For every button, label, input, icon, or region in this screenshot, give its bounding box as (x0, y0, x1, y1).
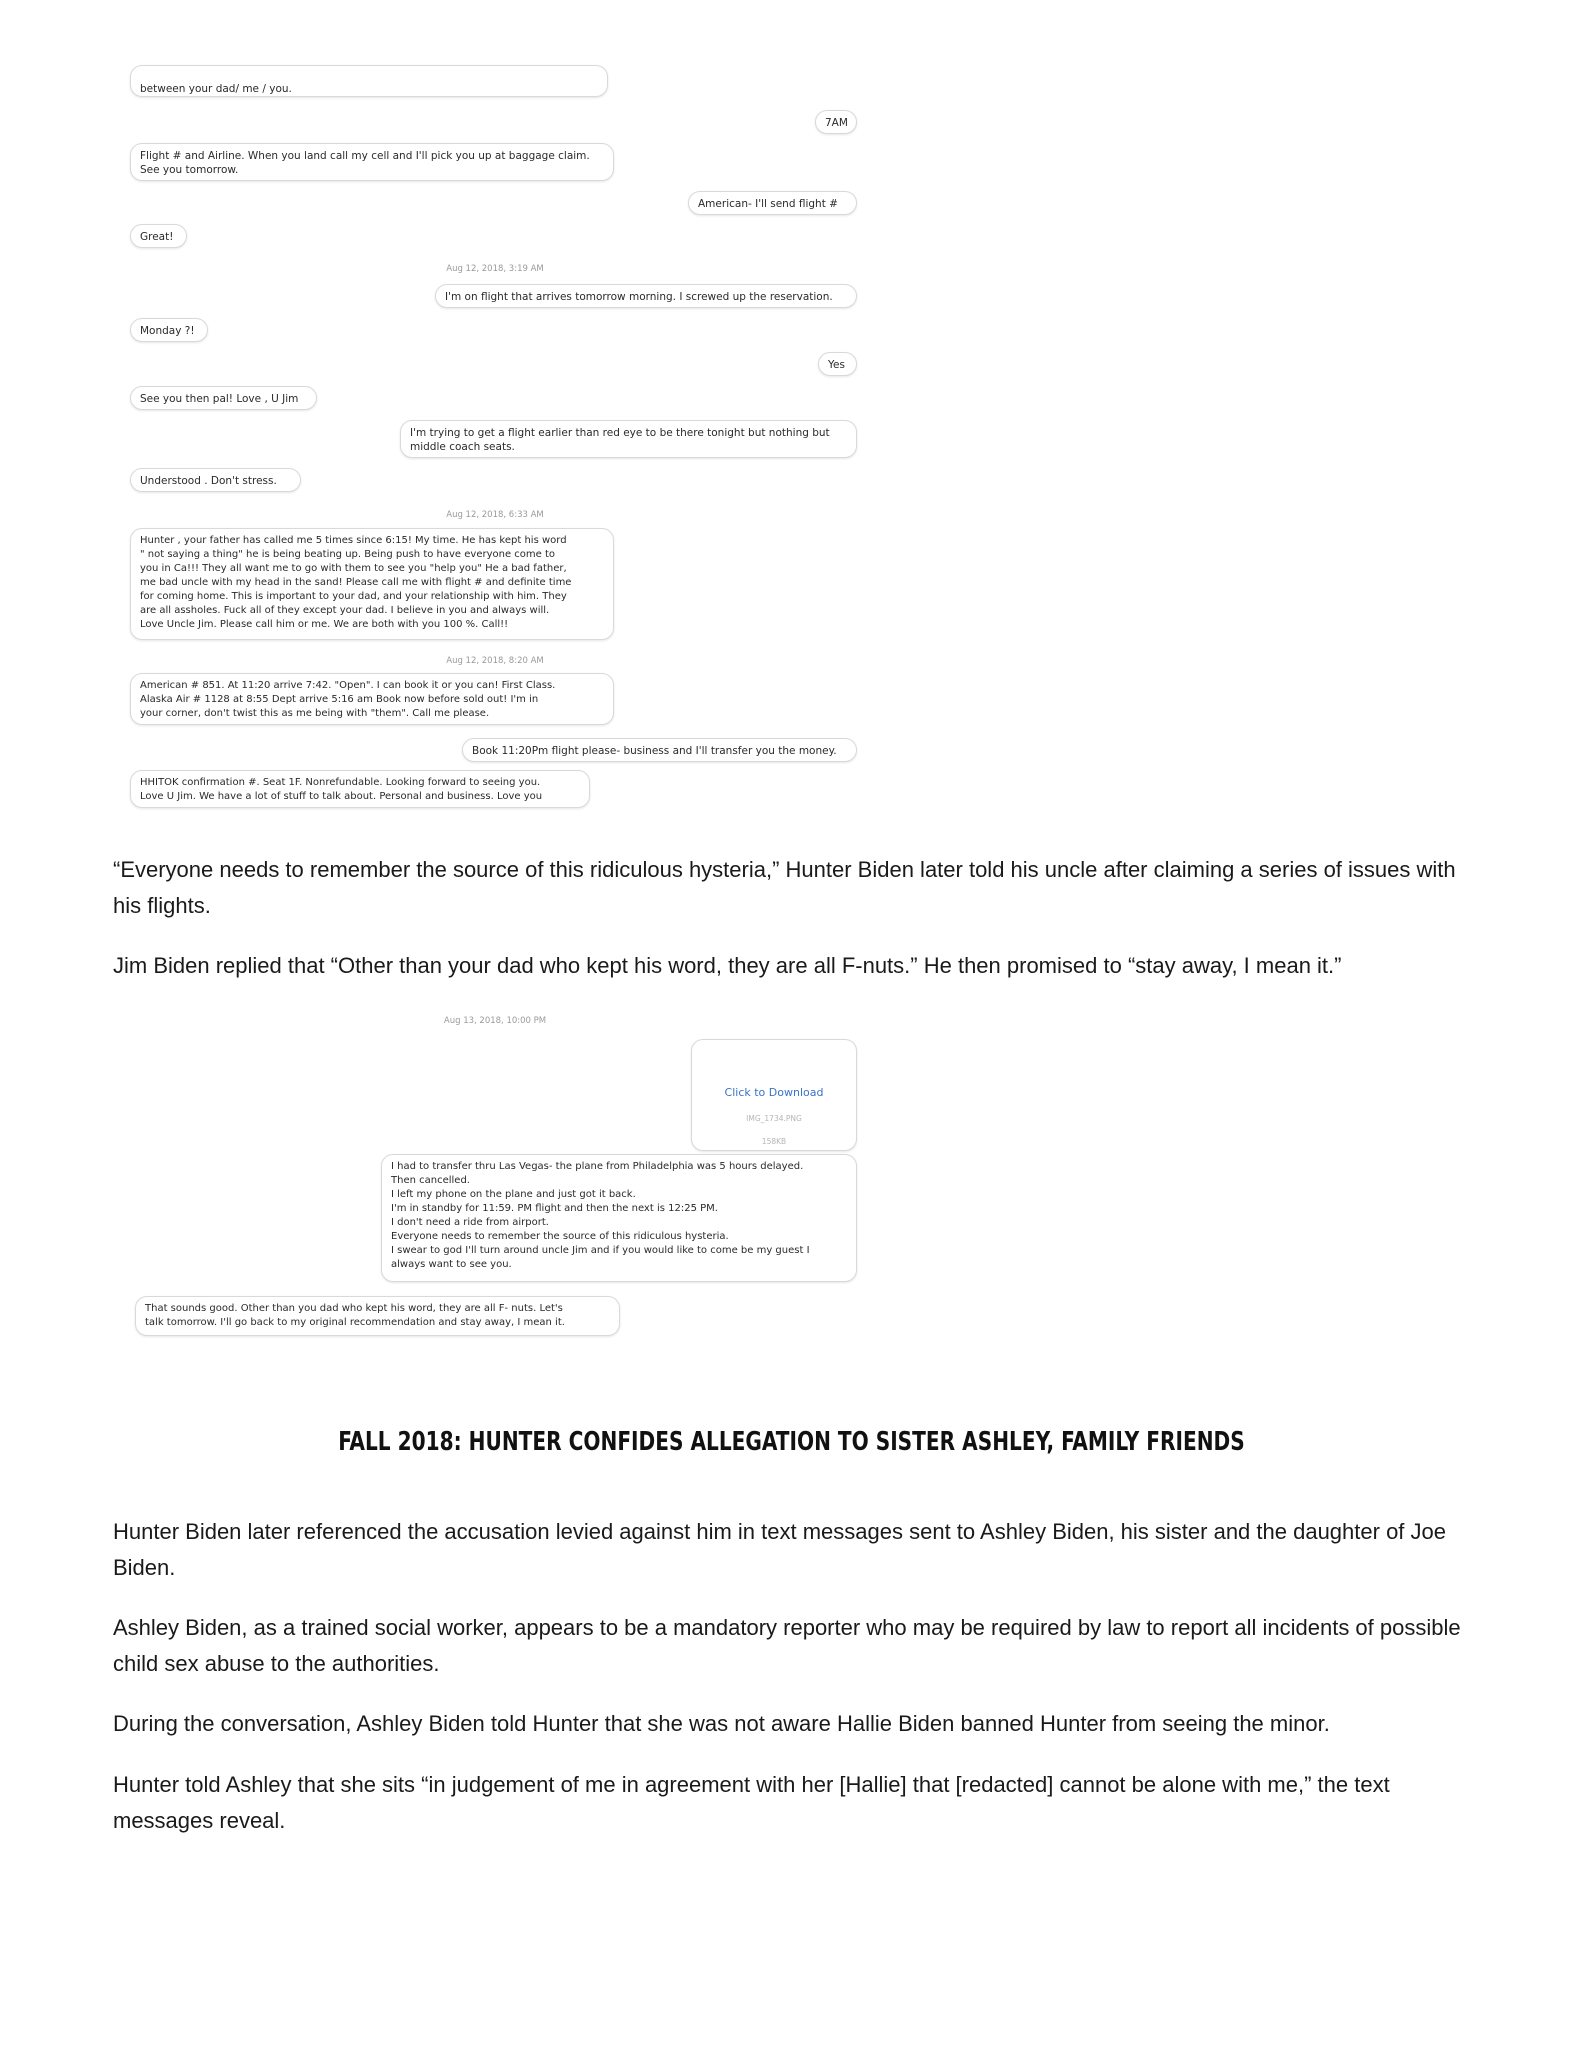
message-bubble-left: Understood . Don't stress. (130, 468, 301, 492)
download-link[interactable]: Click to Download (724, 1086, 824, 1099)
article-paragraph: Hunter Biden later referenced the accusation levied against him in text messages sent to Ashley Biden, his sister and the daughter of Joe Biden. (113, 1519, 1446, 1580)
message-timestamp: Aug 13, 2018, 10:00 PM (443, 1016, 547, 1026)
attachment-filename: IMG_1734.PNG (746, 1114, 802, 1123)
message-timestamp: Aug 12, 2018, 3:19 AM (446, 264, 544, 274)
message-bubble-left: See you then pal! Love , U Jim (130, 386, 317, 410)
message-bubble-right: I'm trying to get a flight earlier than red eye to be there tonight but nothing but middle coach seats. (400, 420, 857, 458)
message-bubble-left: Monday ?! (130, 318, 208, 342)
message-timestamp: Aug 12, 2018, 6:33 AM (446, 510, 544, 520)
article-paragraph: Hunter told Ashley that she sits “in judgement of me in agreement with her [Hallie] that [redacted] cannot be alone with me,” the text messages reveal. (113, 1772, 1390, 1833)
message-bubble-left: That sounds good. Other than you dad who kept his word, they are all F- nuts. Let's talk tomorrow. I'll go back to my original recommendation and stay away, I mean it. (135, 1296, 620, 1336)
article-paragraph: During the conversation, Ashley Biden told Hunter that she was not aware Hallie Biden banned Hunter from seeing the minor. (113, 1711, 1330, 1736)
message-bubble-right: American- I'll send flight # (688, 191, 857, 215)
message-bubble-right: I had to transfer thru Las Vegas- the plane from Philadelphia was 5 hours delayed. Then cancelled. I left my phone on the plane and just got it back. I'm in standby for 11:59. PM flight and then the next is 12:25 PM. I don't need a ride from airport. Everyone needs to remember the source of this ridiculous hysteria. I swear to god I'll turn around uncle Jim and if you would like to come be my guest I always want to see you. (381, 1154, 857, 1282)
message-timestamp: Aug 12, 2018, 8:20 AM (446, 656, 544, 666)
message-bubble-left: HHITOK confirmation #. Seat 1F. Nonrefundable. Looking forward to seeing you. Love U Jim. We have a lot of stuff to talk about. Personal and business. Love you (130, 770, 590, 808)
message-bubble-right: Book 11:20Pm flight please- business and I'll transfer you the money. (462, 738, 857, 762)
attachment-filesize: 158KB (761, 1137, 787, 1146)
message-bubble-right: 7AM (815, 110, 857, 134)
message-bubble-left: Great! (130, 224, 187, 248)
message-bubble-right: I'm on flight that arrives tomorrow morning. I screwed up the reservation. (435, 284, 857, 308)
message-bubble-right: Yes (818, 352, 857, 376)
image-attachment[interactable] (691, 1039, 857, 1151)
message-bubble-left: Flight # and Airline. When you land call my cell and I'll pick you up at baggage claim. See you tomorrow. (130, 143, 614, 181)
article-paragraph: Jim Biden replied that “Other than your dad who kept his word, they are all F-nuts.” He then promised to “stay away, I mean it.” (113, 953, 1342, 978)
article-paragraph: Ashley Biden, as a trained social worker, appears to be a mandatory reporter who may be required by law to report all incidents of possible child sex abuse to the authorities. (113, 1615, 1461, 1676)
message-bubble-left: between your dad/ me / you. (130, 65, 608, 97)
section-heading: FALL 2018: HUNTER CONFIDES ALLEGATION TO SISTER ASHLEY, FAMILY FRIENDS (338, 1427, 1245, 1457)
message-bubble-left: Hunter , your father has called me 5 times since 6:15! My time. He has kept his word " not saying a thing" he is being beating up. Being push to have everyone come to you in Ca!!! They all want me to go with them to see you "help you" He a bad father, me bad uncle with my head in the sand! Please call me with flight # and definite time for coming home. This is important to your dad, and your relationship with him. They are all assholes. Fuck all of they except your dad. I believe in you and always will. Love Uncle Jim. Please call him or me. We are both with you 100 %. Call!! (130, 528, 614, 640)
text-message-screenshot-2 (128, 1012, 863, 1342)
article-paragraph: “Everyone needs to remember the source of this ridiculous hysteria,” Hunter Biden later told his uncle after claiming a series of issues with his flights. (113, 857, 1456, 918)
message-bubble-left: American # 851. At 11:20 arrive 7:42. "Open". I can book it or you can! First Class. Alaska Air # 1128 at 8:55 Dept arrive 5:16 am Book now before sold out! I'm in your corner, don't twist this as me being with "them". Call me please. (130, 673, 614, 725)
text-message-screenshot-1 (128, 62, 863, 822)
